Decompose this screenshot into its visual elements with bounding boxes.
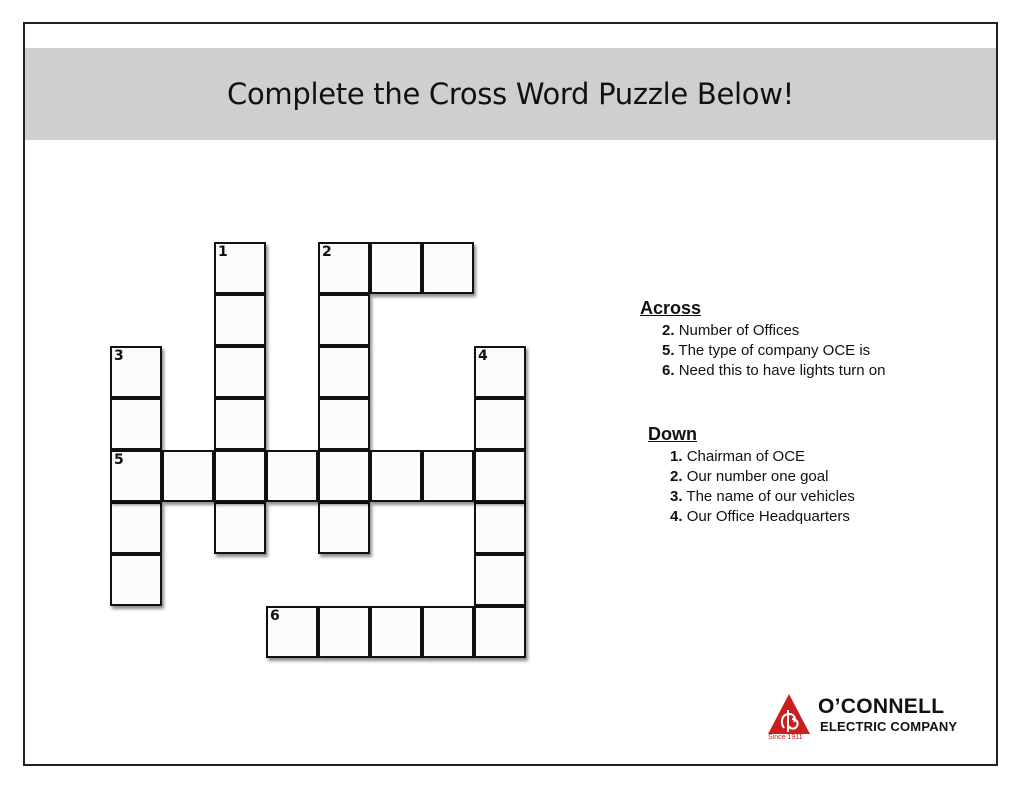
clue-item (662, 321, 885, 341)
clue-number: 3 (114, 348, 124, 364)
across-clues (640, 298, 885, 381)
crossword-cell[interactable] (474, 502, 526, 554)
crossword-cell[interactable] (474, 554, 526, 606)
crossword-cell[interactable] (318, 242, 370, 294)
crossword-cell[interactable] (318, 346, 370, 398)
crossword-cell[interactable] (318, 294, 370, 346)
logo-since: Since 1911 (768, 734, 803, 741)
crossword-cell[interactable] (318, 606, 370, 658)
logo-name: O’CONNELL (818, 695, 945, 718)
crossword-cell[interactable] (370, 242, 422, 294)
crossword-cell[interactable] (318, 502, 370, 554)
crossword-cell[interactable] (110, 502, 162, 554)
clue-text: Chairman of OCE (686, 448, 806, 465)
clue-number: 2 (322, 244, 332, 260)
across-heading: Across (640, 298, 702, 318)
crossword-cell[interactable] (214, 294, 266, 346)
crossword-cell[interactable] (214, 242, 266, 294)
clue-item (670, 507, 855, 527)
clue-item (662, 341, 885, 361)
logo-triangle-icon (766, 692, 812, 736)
crossword-cell[interactable] (318, 450, 370, 502)
clue-number: 1 (218, 244, 228, 260)
crossword-cell[interactable] (474, 398, 526, 450)
clue-number: 5 (114, 452, 124, 468)
clue-item (670, 467, 855, 487)
clue-number: 6 (270, 608, 280, 624)
clue-num: 4. (670, 508, 683, 525)
down-list (648, 447, 855, 527)
crossword-cell[interactable] (162, 450, 214, 502)
clue-num: 3. (670, 488, 683, 505)
crossword-cell[interactable] (110, 554, 162, 606)
crossword-cell[interactable] (474, 450, 526, 502)
down-clues (648, 424, 855, 527)
across-list (640, 321, 885, 381)
crossword-cell[interactable] (422, 242, 474, 294)
clue-text: Number of Offices (678, 322, 800, 339)
clue-num: 2. (670, 468, 683, 485)
crossword-cell[interactable] (110, 346, 162, 398)
crossword-cell[interactable] (422, 606, 474, 658)
crossword-cell[interactable] (214, 450, 266, 502)
crossword-cell[interactable] (110, 398, 162, 450)
clue-text: Need this to have lights turn on (678, 362, 886, 379)
crossword-cell[interactable] (214, 346, 266, 398)
crossword-cell[interactable] (474, 346, 526, 398)
clue-num: 2. (662, 322, 675, 339)
logo-subtitle: ELECTRIC COMPANY (820, 719, 958, 734)
clue-num: 5. (662, 342, 675, 359)
clue-text: The name of our vehicles (686, 488, 855, 505)
crossword-cell[interactable] (370, 450, 422, 502)
page-title: Complete the Cross Word Puzzle Below! (227, 77, 794, 111)
crossword-cell[interactable] (110, 450, 162, 502)
crossword-cell[interactable] (318, 398, 370, 450)
crossword-cell[interactable] (266, 450, 318, 502)
crossword-cell[interactable] (422, 450, 474, 502)
crossword-cell[interactable] (214, 502, 266, 554)
clue-text: The type of company OCE is (678, 342, 871, 359)
crossword-cell[interactable] (370, 606, 422, 658)
clue-num: 6. (662, 362, 675, 379)
clue-num: 1. (670, 448, 683, 465)
company-logo (766, 692, 981, 744)
crossword-cell[interactable] (474, 606, 526, 658)
clue-item (662, 361, 885, 381)
clue-item (670, 447, 855, 467)
clue-number: 4 (478, 348, 488, 364)
clue-text: Our number one goal (686, 468, 829, 485)
crossword-cell[interactable] (266, 606, 318, 658)
down-heading: Down (648, 424, 697, 444)
clue-item (670, 487, 855, 507)
clue-text: Our Office Headquarters (686, 508, 850, 525)
crossword-cell[interactable] (214, 398, 266, 450)
